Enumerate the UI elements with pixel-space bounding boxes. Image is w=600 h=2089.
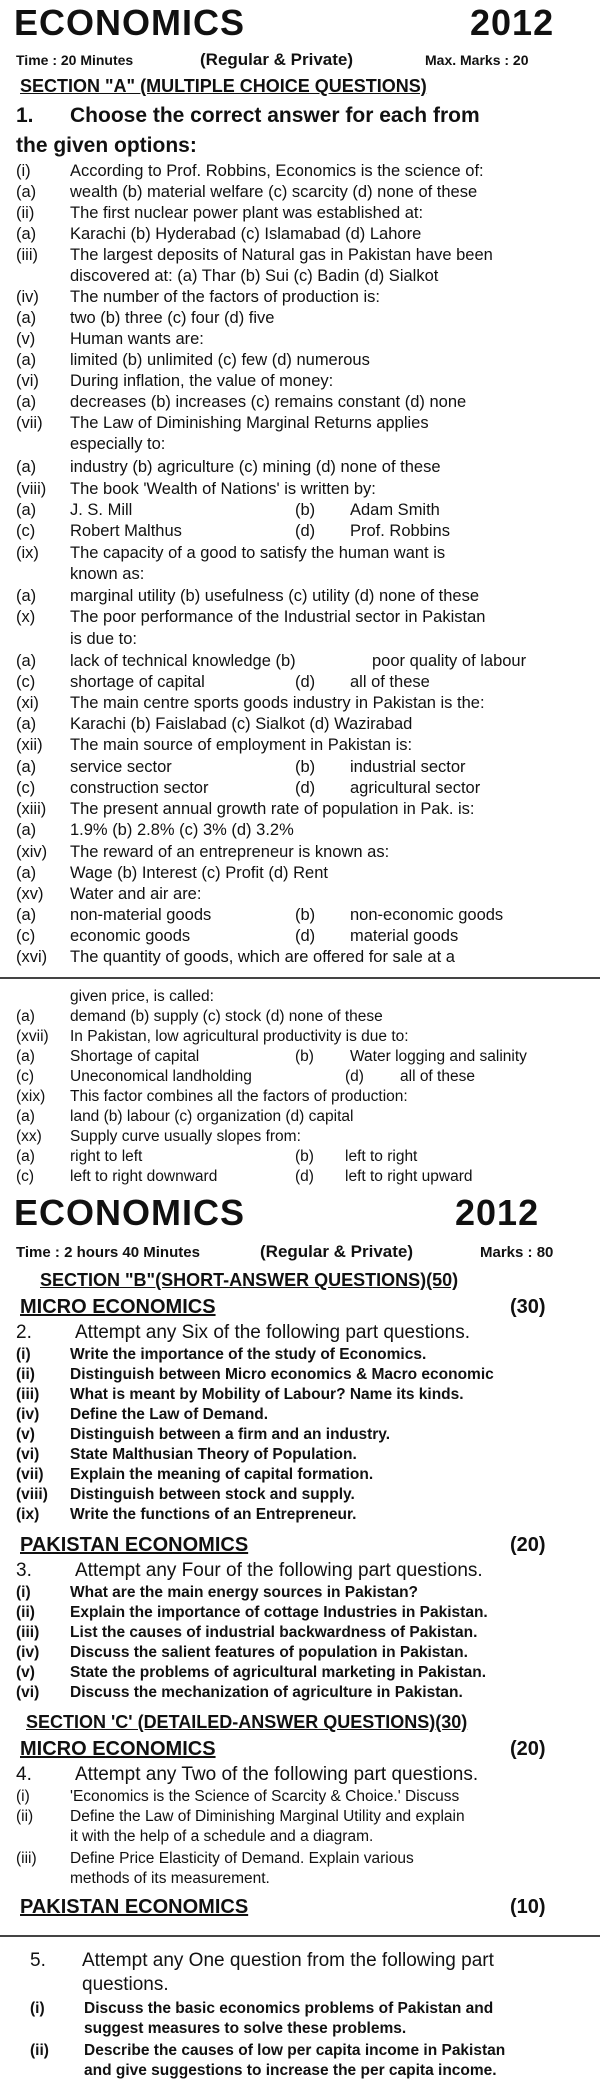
option-text: left to right upward — [345, 1168, 473, 1185]
mcq-line: given price, is called: — [70, 988, 214, 1005]
paper1-type: (Regular & Private) — [200, 50, 354, 69]
q2-item: (iv) Define the Law of Demand. — [16, 1406, 269, 1423]
q2-text: Attempt any Six of the following part questions. — [75, 1322, 470, 1343]
option-text: Water logging and salinity — [350, 1048, 527, 1065]
mcq-line: is due to: — [70, 630, 137, 648]
q1-number: 1. — [16, 104, 34, 127]
paper1-time: Time : 20 Minutes — [16, 52, 134, 68]
option-label: (d) — [295, 522, 316, 540]
option-label: (a) — [16, 1148, 35, 1165]
q5-item: (i) Discuss the basic economics problems of Pakistan and — [30, 2000, 494, 2017]
q1-text-b: the given options: — [16, 134, 197, 157]
q5-item: (ii) Describe the causes of low per capita income in Pakistan — [30, 2042, 506, 2059]
mcq-line: (ii) The first nuclear power plant was established at: — [16, 204, 424, 222]
q3-number: 3. — [16, 1560, 32, 1581]
q2-item: (ii) Distinguish between Micro economics & Macro economic — [16, 1366, 494, 1383]
mcq-line: (a) land (b) labour (c) organization (d) capital — [16, 1108, 354, 1125]
mcq-line: (a) Wage (b) Interest (c) Profit (d) Rent — [16, 864, 328, 882]
q3-item: (ii) Explain the importance of cottage Industries in Pakistan. — [16, 1604, 488, 1621]
option-text: construction sector — [70, 779, 209, 797]
q3-item: (iv) Discuss the salient features of population in Pakistan. — [16, 1644, 468, 1661]
mcq-line: (xvi) The quantity of goods, which are offered for sale at a — [16, 948, 455, 966]
mcq-line: (vi) During inflation, the value of money: — [16, 372, 334, 390]
mcq-line: (iv) The number of the factors of production is: — [16, 288, 380, 306]
q4-item: methods of its measurement. — [70, 1870, 270, 1887]
option-label: (d) — [295, 779, 316, 797]
q2-item: (iii) What is meant by Mobility of Labour? Name its kinds. — [16, 1386, 464, 1403]
option-label: (a) — [16, 1048, 35, 1065]
mcq-line: (vii) The Law of Diminishing Marginal Returns applies — [16, 414, 429, 432]
option-text: left to right downward — [70, 1168, 218, 1185]
option-label: (b) — [295, 501, 316, 519]
option-label: (c) — [16, 522, 36, 540]
option-text: agricultural sector — [350, 779, 481, 797]
option-text: non-economic goods — [350, 906, 504, 924]
option-text: industrial sector — [350, 758, 466, 776]
option-label: (c) — [16, 1068, 35, 1085]
option-text: Uneconomical landholding — [70, 1068, 252, 1085]
mcq-line: (xix) This factor combines all the factors of production: — [16, 1088, 408, 1105]
q2-number: 2. — [16, 1322, 32, 1343]
option-label: (b) — [295, 906, 316, 924]
q5-item: and give suggestions to increase the per capita income. — [84, 2062, 497, 2079]
mcq-line: (xx) Supply curve usually slopes from: — [16, 1128, 301, 1145]
q3-item: (vi) Discuss the mechanization of agriculture in Pakistan. — [16, 1684, 463, 1701]
mcq-line: (ix) The capacity of a good to satisfy the human want is — [16, 544, 446, 562]
mcq-line: (x) The poor performance of the Industrial sector in Pakistan — [16, 608, 486, 626]
option-text: all of these — [350, 673, 430, 691]
option-label: (a) — [16, 501, 37, 519]
mcq-line: (a) industry (b) agriculture (c) mining (d) none of these — [16, 458, 441, 476]
option-text: Shortage of capital — [70, 1048, 200, 1065]
mcq-line: (viii) The book 'Wealth of Nations' is written by: — [16, 480, 376, 498]
paper2-title: ECONOMICS — [14, 1192, 246, 1233]
section-b-heading: SECTION "B"(SHORT-ANSWER QUESTIONS)(50) — [40, 1270, 459, 1290]
mcq-line: especially to: — [70, 435, 166, 453]
pak2-marks: (10) — [510, 1896, 546, 1918]
option-text: economic goods — [70, 927, 191, 945]
q2-item: (ix) Write the functions of an Entrepreneur. — [16, 1506, 357, 1523]
option-text: poor quality of labour — [372, 652, 527, 670]
mcq-line: (iii) The largest deposits of Natural gas in Pakistan have been — [16, 246, 493, 264]
q2-item: (vii) Explain the meaning of capital formation. — [16, 1466, 374, 1483]
mcq-line: (xi) The main centre sports goods industry in Pakistan is the: — [16, 694, 485, 712]
q2-item: (viii) Distinguish between stock and supply. — [16, 1486, 355, 1503]
micro-marks: (30) — [510, 1296, 546, 1318]
pak2-heading: PAKISTAN ECONOMICS — [20, 1896, 249, 1918]
micro2-marks: (20) — [510, 1738, 546, 1760]
q2-item: (vi) State Malthusian Theory of Population. — [16, 1446, 357, 1463]
option-label: (a) — [16, 758, 37, 776]
q4-item: it with the help of a schedule and a diagram. — [70, 1828, 374, 1845]
mcq-line: (a) Karachi (b) Hyderabad (c) Islamabad (d) Lahore — [16, 225, 422, 243]
option-label: (b) — [295, 1048, 314, 1065]
q4-item: (ii) Define the Law of Diminishing Marginal Utility and explain — [16, 1808, 465, 1825]
micro-heading: MICRO ECONOMICS — [20, 1296, 216, 1318]
paper1-year: 2012 — [470, 2, 555, 43]
q1-text-a: Choose the correct answer for each from — [70, 104, 480, 127]
micro2-heading: MICRO ECONOMICS — [20, 1738, 216, 1760]
option-text: Robert Malthus — [70, 522, 182, 540]
mcq-line: (xiii) The present annual growth rate of population in Pak. is: — [16, 800, 475, 818]
q5-number: 5. — [30, 1950, 46, 1971]
option-label: (c) — [16, 927, 36, 945]
q4-item: (iii) Define Price Elasticity of Demand. Explain various — [16, 1850, 414, 1867]
mcq-line: (a) marginal utility (b) usefulness (c) utility (d) none of these — [16, 587, 480, 605]
paper2-time: Time : 2 hours 40 Minutes — [16, 1244, 200, 1261]
q4-number: 4. — [16, 1764, 32, 1785]
q2-item: (v) Distinguish between a firm and an industry. — [16, 1426, 391, 1443]
q2-item: (i) Write the importance of the study of Economics. — [16, 1346, 427, 1363]
option-label: (c) — [16, 1168, 35, 1185]
mcq-line: (a) demand (b) supply (c) stock (d) none of these — [16, 1008, 383, 1025]
mcq-line: (xv) Water and air are: — [16, 885, 202, 903]
option-label: (d) — [295, 673, 316, 691]
mcq-line: discovered at: (a) Thar (b) Sui (c) Badin (d) Sialkot — [70, 267, 439, 285]
mcq-line: (xvii) In Pakistan, low agricultural productivity is due to: — [16, 1028, 409, 1045]
option-text: service sector — [70, 758, 172, 776]
option-text: non-material goods — [70, 906, 212, 924]
option-label: (d) — [295, 1168, 314, 1185]
paper2-year: 2012 — [455, 1192, 540, 1233]
paper2-marks: Marks : 80 — [480, 1244, 554, 1261]
pak-marks: (20) — [510, 1534, 546, 1556]
divider — [0, 1935, 600, 1937]
q4-item: (i) 'Economics is the Science of Scarcity & Choice.' Discuss — [16, 1788, 460, 1805]
q5-item: suggest measures to solve these problems. — [84, 2020, 407, 2037]
q3-text: Attempt any Four of the following part questions. — [75, 1560, 483, 1581]
mcq-line: known as: — [70, 565, 145, 583]
option-label: (c) — [16, 779, 36, 797]
q3-item: (i) What are the main energy sources in Pakistan? — [16, 1584, 419, 1601]
paper1-marks: Max. Marks : 20 — [425, 52, 529, 68]
mcq-line: (a) wealth (b) material welfare (c) scarcity (d) none of these — [16, 183, 478, 201]
mcq-line: (i) According to Prof. Robbins, Economics is the science of: — [16, 162, 484, 180]
option-text: all of these — [400, 1068, 475, 1085]
mcq-line: (xiv) The reward of an entrepreneur is known as: — [16, 843, 390, 861]
mcq-line: (xii) The main source of employment in Pakistan is: — [16, 736, 413, 754]
q3-item: (iii) List the causes of industrial backwardness of Pakistan. — [16, 1624, 478, 1641]
option-text: left to right — [345, 1148, 418, 1165]
option-text: lack of technical knowledge (b) — [70, 652, 296, 670]
option-label: (a) — [16, 906, 37, 924]
q5-text-b: questions. — [82, 1974, 169, 1995]
divider — [0, 977, 600, 979]
option-text: J. S. Mill — [70, 501, 133, 519]
mcq-line: (a) 1.9% (b) 2.8% (c) 3% (d) 3.2% — [16, 821, 294, 839]
option-label: (c) — [16, 673, 36, 691]
pak-heading: PAKISTAN ECONOMICS — [20, 1534, 249, 1556]
option-text: shortage of capital — [70, 673, 205, 691]
option-label: (b) — [295, 758, 316, 776]
option-text: Prof. Robbins — [350, 522, 450, 540]
q4-text: Attempt any Two of the following part questions. — [75, 1764, 479, 1785]
paper2-type: (Regular & Private) — [260, 1242, 414, 1261]
mcq-line: (a) two (b) three (c) four (d) five — [16, 309, 275, 327]
mcq-line: (a) limited (b) unlimited (c) few (d) numerous — [16, 351, 370, 369]
q3-item: (v) State the problems of agricultural marketing in Pakistan. — [16, 1664, 487, 1681]
option-label: (b) — [295, 1148, 314, 1165]
mcq-line: (a) Karachi (b) Faislabad (c) Sialkot (d) Wazirabad — [16, 715, 413, 733]
option-text: material goods — [350, 927, 459, 945]
paper1-title: ECONOMICS — [14, 2, 246, 43]
mcq-line: (a) decreases (b) increases (c) remains constant (d) none — [16, 393, 467, 411]
option-text: Adam Smith — [350, 501, 440, 519]
section-a-heading: SECTION "A" (MULTIPLE CHOICE QUESTIONS) — [20, 76, 427, 96]
q5-text-a: Attempt any One question from the following part — [82, 1950, 494, 1971]
option-text: right to left — [70, 1148, 143, 1165]
section-c-heading: SECTION 'C' (DETAILED-ANSWER QUESTIONS)(30) — [26, 1712, 468, 1732]
option-label: (d) — [345, 1068, 364, 1085]
mcq-line: (v) Human wants are: — [16, 330, 204, 348]
option-label: (d) — [295, 927, 316, 945]
option-label: (a) — [16, 652, 37, 670]
